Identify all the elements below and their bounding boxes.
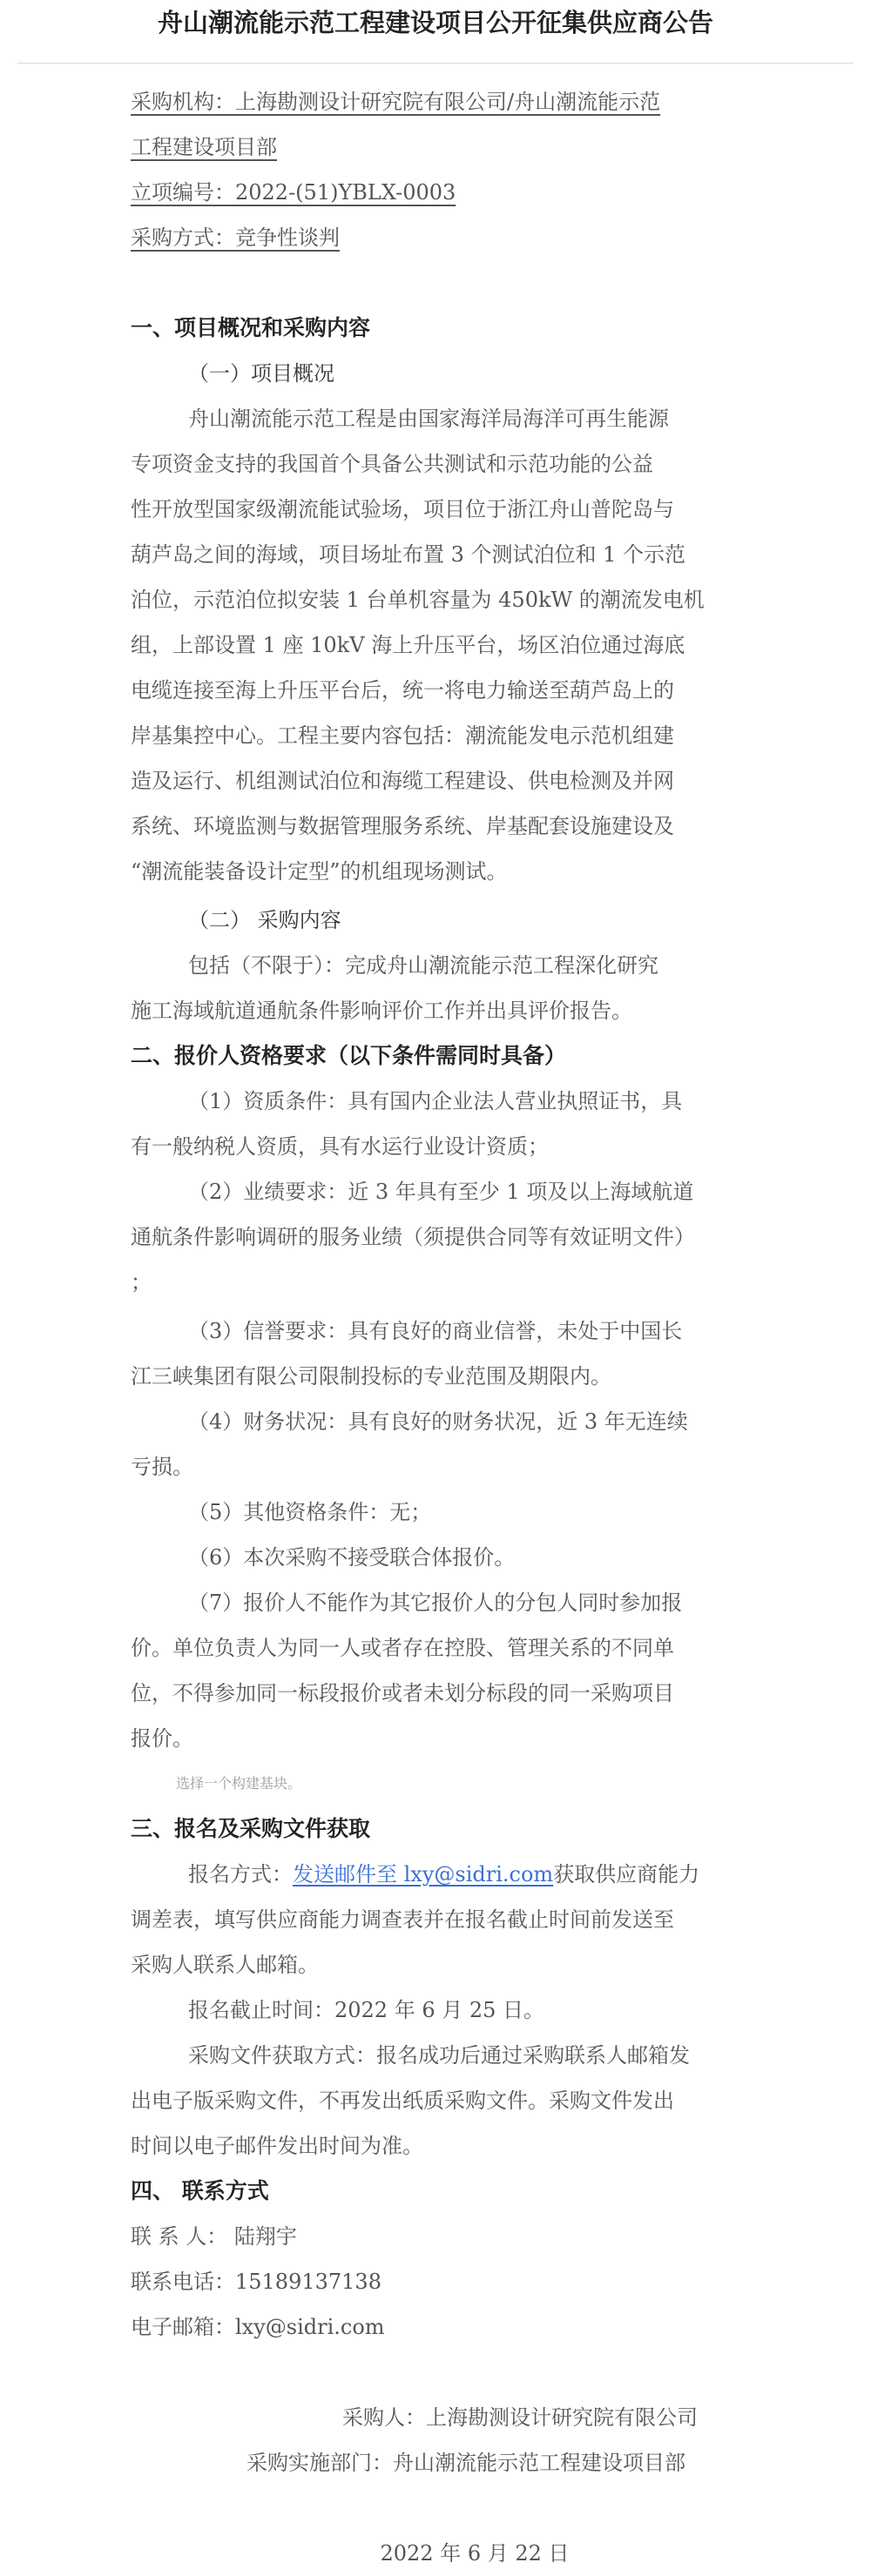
section-4-heading: 四、 联系方式	[131, 2178, 269, 2203]
contact-email: 电子邮箱：lxy@sidri.com	[131, 2315, 385, 2339]
section-2	[131, 1033, 740, 1806]
qual-item-7-line: 价。单位负责人为同一人或者存在控股、管理关系的不同单	[131, 1636, 674, 1660]
doc-line: 时间以电子邮件发出时间为准。	[131, 2134, 423, 2158]
meta-org-line2: 工程建设项目部	[131, 135, 277, 159]
signup-prefix: 报名方式：	[188, 1862, 293, 1887]
contact-phone: 联系电话：15189137138	[131, 2270, 381, 2294]
overview-line: 组，上部设置 1 座 10kV 海上升压平台，场区泊位通过海底	[131, 633, 685, 657]
signup-line	[131, 1852, 740, 1897]
section-3-heading: 三、报名及采购文件获取	[131, 1816, 371, 1841]
qual-item-1-line: （1）资质条件：具有国内企业法人营业执照证书，具	[188, 1089, 683, 1113]
section-3	[131, 1806, 740, 2169]
page-title: 舟山潮流能示范工程建设项目公开征集供应商公告	[157, 8, 713, 37]
meta-org-line1: 采购机构：上海勘测设计研究院有限公司/舟山潮流能示范	[131, 90, 661, 114]
section-2-heading: 二、报价人资格要求（以下条件需同时具备）	[131, 1043, 567, 1068]
meta-project-no: 立项编号：2022-(51)YBLX-0003	[131, 180, 456, 205]
overview-line: 岸基集控中心。工程主要内容包括：潮流能发电示范机组建	[131, 723, 674, 748]
overview-line: 专项资金支持的我国首个具备公共测试和示范功能的公益	[131, 452, 653, 476]
overview-line: 系统、环境监测与数据管理服务系统、岸基配套设施建设及	[131, 814, 674, 838]
qual-item-1-line: 有一般纳税人资质，具有水运行业设计资质；	[131, 1134, 549, 1159]
overview-line: 电缆连接至海上升压平台后，统一将电力输送至葫芦岛上的	[131, 678, 674, 703]
content-line: 施工海域航道通航条件影响评价工作并出具评价报告。	[131, 999, 632, 1023]
title-divider	[17, 63, 854, 64]
overview-line: 葫芦岛之间的海域，项目场址布置 3 个测试泊位和 1 个示范	[131, 542, 686, 567]
content-line: 包括（不限于）：完成舟山潮流能示范工程深化研究	[188, 953, 658, 978]
signup-suffix: 获取供应商能力	[553, 1862, 700, 1887]
overview-line: 泊位，示范泊位拟安装 1 台单机容量为 450kW 的潮流发电机	[131, 588, 705, 612]
qual-item-2-line: 通航条件影响调研的服务业绩（须提供合同等有效证明文件）	[131, 1225, 695, 1249]
doc-line: 出电子版采购文件，不再发出纸质采购文件。采购文件发出	[131, 2088, 674, 2113]
overview-line: 舟山潮流能示范工程是由国家海洋局海洋可再生能源	[188, 407, 669, 431]
qual-item-7-line: 位，不得参加同一标段报价或者未划分标段的同一采购项目	[131, 1681, 674, 1705]
section-4	[131, 2169, 740, 2350]
qual-item-3-line: （3）信誉要求：具有良好的商业信誉，未处于中国长	[188, 1319, 683, 1343]
qual-item-7-line: 报价。	[131, 1726, 193, 1751]
section-1-sub1: （一）项目概况	[188, 361, 334, 386]
signup-deadline: 报名截止时间：2022 年 6 月 25 日。	[188, 1998, 545, 2022]
meta-method: 采购方式：竞争性谈判	[131, 225, 340, 250]
signup-line: 调差表，填写供应商能力调查表并在报名截止时间前发送至	[131, 1907, 674, 1932]
qual-item-4-line: 亏损。	[131, 1455, 193, 1479]
meta-block	[131, 79, 740, 260]
signature-dept: 采购实施部门：舟山潮流能示范工程建设项目部	[246, 2451, 685, 2475]
building-block-placeholder[interactable]: 选择一个构建基块。	[176, 1775, 302, 1792]
signature-date: 2022 年 6 月 22 日	[380, 2541, 570, 2566]
qual-item-2-line: （2）业绩要求：近 3 年具有至少 1 项及以上海域航道	[188, 1180, 694, 1204]
contact-person: 联 系 人： 陆翔宇	[131, 2224, 297, 2249]
signature-buyer: 采购人：上海勘测设计研究院有限公司	[342, 2405, 698, 2430]
overview-line: 造及运行、机组测试泊位和海缆工程建设、供电检测及并网	[131, 769, 674, 793]
overview-line: 性开放型国家级潮流能试验场，项目位于浙江舟山普陀岛与	[131, 497, 674, 521]
qual-item-7-line: （7）报价人不能作为其它报价人的分包人同时参加报	[188, 1591, 683, 1615]
section-1	[131, 306, 740, 1033]
section-1-sub2: （二） 采购内容	[188, 908, 341, 932]
overview-line: “潮流能装备设计定型”的机组现场测试。	[131, 859, 508, 884]
section-1-heading: 一、项目概况和采购内容	[131, 315, 371, 340]
doc-line: 采购文件获取方式：报名成功后通过采购联系人邮箱发	[188, 2043, 690, 2068]
signup-line: 采购人联系人邮箱。	[131, 1953, 319, 1977]
qual-item-6-line: （6）本次采购不接受联合体报价。	[188, 1545, 516, 1570]
qual-item-2-line: ；	[131, 1270, 152, 1295]
qual-item-4-line: （4）财务状况：具有良好的财务状况，近 3 年无连续	[188, 1409, 688, 1434]
qual-item-5-line: （5）其他资格条件：无；	[188, 1500, 432, 1524]
qual-item-3-line: 江三峡集团有限公司限制投标的专业范围及期限内。	[131, 1364, 611, 1389]
signup-email-link[interactable]: 发送邮件至 lxy@sidri.com	[293, 1862, 554, 1887]
